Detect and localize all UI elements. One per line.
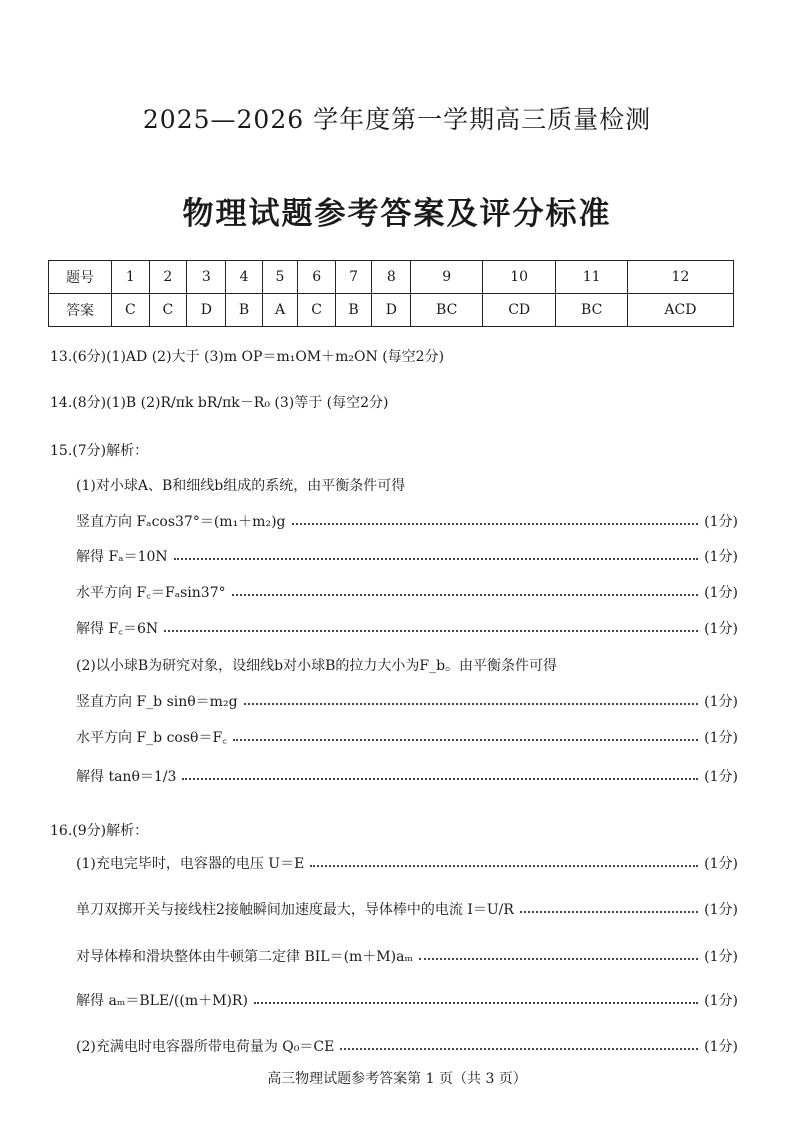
step-score: (1分) (704, 902, 738, 918)
step-formula: 水平方向 F_b cosθ＝F꜀ (76, 730, 228, 746)
solution-step (76, 853, 738, 873)
solution-step (76, 899, 738, 919)
answer-cell: BC (411, 294, 482, 327)
q14-answer: 14.(8分)(1)B (2)R/πk bR/πk－R₀ (3)等于 (每空2分) (50, 395, 389, 411)
q16-heading: 16.(9分)解析： (50, 823, 149, 839)
step-formula: 竖直方向 F_b sinθ＝m₂g (76, 694, 238, 710)
answer-cell: B (226, 294, 262, 327)
page-footer: 高三物理试题参考答案第 1 页（共 3 页） (267, 1071, 527, 1087)
solution-step (76, 546, 738, 566)
solution-step (76, 618, 738, 638)
row-label: 答案 (49, 294, 112, 327)
step-formula: 解得 F꜀＝6N (76, 621, 159, 637)
question-number: 4 (226, 261, 262, 294)
step-score: (1分) (704, 730, 738, 746)
solution-step (76, 511, 738, 531)
question-number: 2 (149, 261, 187, 294)
solution-step (76, 582, 738, 602)
answer-cell: C (298, 294, 336, 327)
answer-cell: D (187, 294, 226, 327)
step-score: (1分) (704, 621, 738, 637)
step-formula: 竖直方向 Fₐcos37°＝(m₁＋m₂)g (76, 514, 286, 530)
answer-cell: ACD (627, 294, 733, 327)
answer-cell: D (372, 294, 411, 327)
dot-leader (164, 630, 698, 632)
step-score: (1分) (704, 769, 738, 785)
dot-leader (182, 778, 698, 780)
row-label: 题号 (49, 261, 112, 294)
question-number: 7 (335, 261, 371, 294)
answer-table (48, 260, 734, 327)
step-score: (1分) (704, 694, 738, 710)
dot-leader (340, 1048, 698, 1050)
answer-cell: C (112, 294, 150, 327)
step-formula: 水平方向 F꜀＝Fₐsin37° (76, 585, 226, 601)
step-score: (1分) (704, 993, 738, 1009)
dot-leader (244, 703, 699, 705)
answer-cell: CD (482, 294, 556, 327)
question-number: 11 (556, 261, 627, 294)
question-number: 5 (262, 261, 298, 294)
dot-leader (254, 1002, 698, 1004)
step-score: (1分) (704, 1039, 738, 1055)
dot-leader (292, 523, 699, 525)
dot-leader (419, 958, 698, 960)
question-number-row (49, 261, 734, 294)
step-formula: 单刀双掷开关与接线柱2接触瞬间加速度最大，导体棒中的电流 I＝U/R (76, 902, 514, 918)
q15-heading: 15.(7分)解析： (50, 443, 149, 459)
step-formula: 解得 tanθ＝1/3 (76, 769, 177, 785)
dot-leader (520, 911, 698, 913)
step-formula: (1)充电完毕时，电容器的电压 U＝E (76, 856, 305, 872)
step-formula: 对导体棒和滑块整体由牛顿第二定律 BIL＝(m＋M)aₘ (76, 949, 414, 965)
step-formula: (2)充满电时电容器所带电荷量为 Q₀＝CE (76, 1039, 335, 1055)
step-formula: 解得 Fₐ＝10N (76, 549, 168, 565)
solution-step (76, 766, 738, 786)
step-score: (1分) (704, 949, 738, 965)
dot-leader (310, 865, 698, 867)
question-number: 8 (372, 261, 411, 294)
dot-leader (233, 739, 698, 741)
solution-step (76, 1036, 738, 1056)
step-score: (1分) (704, 549, 738, 565)
exam-title: 2025—2026 学年度第一学期高三质量检测 (142, 105, 652, 134)
solution-step (76, 946, 738, 966)
dot-leader (232, 594, 699, 596)
question-number: 12 (627, 261, 733, 294)
q15-part1-intro: (1)对小球A、B和细线b组成的系统，由平衡条件可得 (76, 478, 406, 494)
question-number: 10 (482, 261, 556, 294)
answer-cell: A (262, 294, 298, 327)
answer-cell: BC (556, 294, 627, 327)
step-formula: 解得 aₘ＝BLE/((m＋M)R) (76, 993, 248, 1009)
answer-row (49, 294, 734, 327)
question-number: 6 (298, 261, 336, 294)
solution-step (76, 691, 738, 711)
dot-leader (174, 558, 699, 560)
solution-step (76, 990, 738, 1010)
q13-answer: 13.(6分)(1)AD (2)大于 (3)m OP＝m₁OM＋m₂ON (每空2分) (50, 349, 445, 365)
step-score: (1分) (704, 585, 738, 601)
step-score: (1分) (704, 856, 738, 872)
answer-cell: B (335, 294, 371, 327)
answer-cell: C (149, 294, 187, 327)
question-number: 1 (112, 261, 150, 294)
question-number: 9 (411, 261, 482, 294)
doc-subtitle: 物理试题参考答案及评分标准 (182, 196, 612, 232)
question-number: 3 (187, 261, 226, 294)
q15-part2-intro: (2)以小球B为研究对象，设细线b对小球B的拉力大小为F_b。由平衡条件可得 (76, 658, 558, 674)
step-score: (1分) (704, 514, 738, 530)
solution-step (76, 727, 738, 747)
